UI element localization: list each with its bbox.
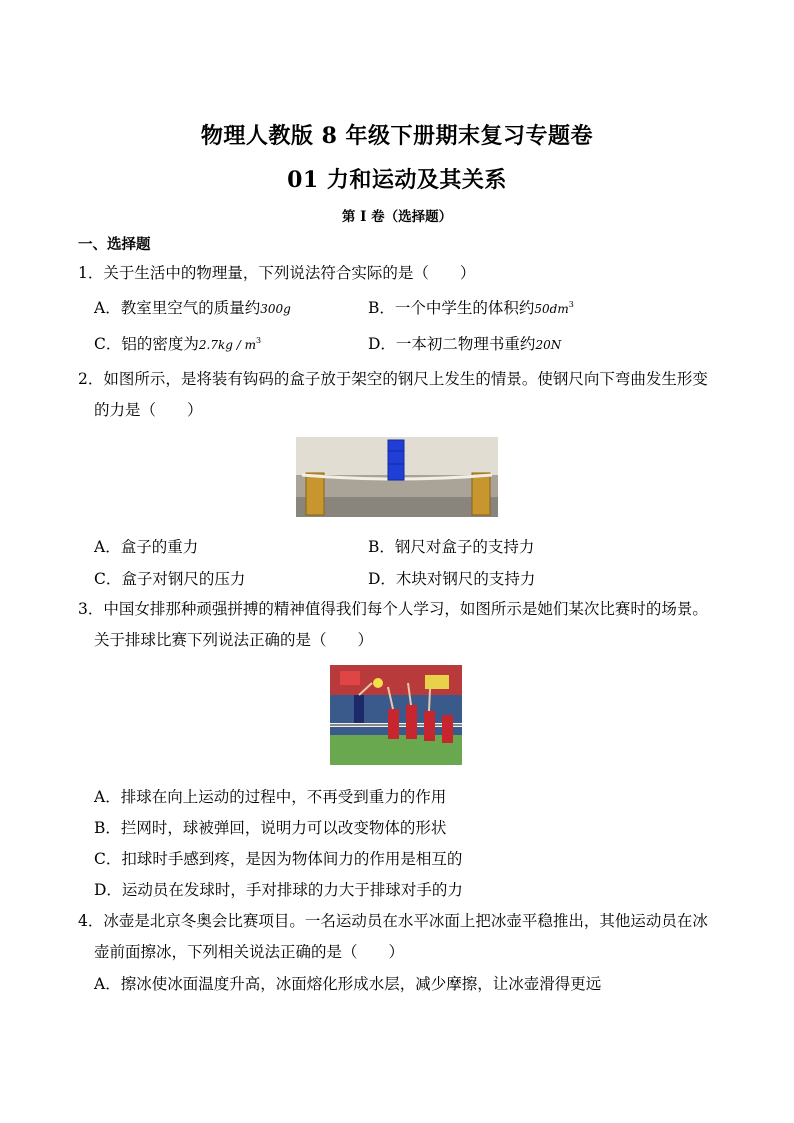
question-1-stem: 1．关于生活中的物理量，下列说法符合实际的是（ ）	[78, 264, 476, 282]
q1-option-b-unit: 50dm	[534, 302, 569, 316]
q1-option-b-sup: 3	[568, 299, 574, 309]
q1-option-d-text: D．一本初二物理书重约	[368, 335, 536, 353]
section-heading: 一、选择题	[78, 236, 151, 253]
question-4-line-2: 壶前面擦冰，下列相关说法正确的是（ ）	[94, 943, 405, 961]
q1-option-a[interactable]	[94, 296, 291, 318]
question-2-line-1: 2．如图所示，是将装有钩码的盒子放于架空的钢尺上发生的情景。使钢尺向下弯曲发生形变	[78, 370, 708, 388]
q3-option-d[interactable]: D．运动员在发球时，手对排球的力大于排球对手的力	[94, 881, 463, 899]
question-4-line-1: 4．冰壶是北京冬奥会比赛项目。一名运动员在水平冰面上把冰壶平稳推出，其他运动员在冰	[78, 912, 708, 930]
q1-option-c-unit: 2.7kg / m	[198, 338, 256, 352]
q2-option-b[interactable]: B．钢尺对盒子的支持力	[368, 538, 535, 556]
q2-option-d[interactable]: D．木块对钢尺的支持力	[368, 570, 536, 588]
q3-option-a[interactable]: A．排球在向上运动的过程中，不再受到重力的作用	[94, 788, 447, 806]
q1-option-b[interactable]	[368, 296, 574, 318]
q2-option-a[interactable]: A．盒子的重力	[94, 538, 199, 556]
q1-option-a-unit: 300g	[260, 302, 291, 316]
ruler-illustration	[296, 437, 498, 517]
q4-option-a[interactable]: A．擦冰使冰面温度升高，冰面熔化形成水层，减少摩擦，让冰壶滑得更远	[94, 975, 602, 993]
ruler-on-blocks-photo	[296, 437, 498, 517]
question-3-line-1: 3．中国女排那种顽强拼搏的精神值得我们每个人学习，如图所示是她们某次比赛时的场景。	[78, 600, 708, 618]
q3-option-b[interactable]: B．拦网时，球被弹回，说明力可以改变物体的形状	[94, 819, 447, 837]
volleyball-illustration	[330, 665, 462, 765]
q1-option-c-sup: 3	[255, 335, 262, 345]
q3-option-c[interactable]: C．扣球时手感到疼，是因为物体间力的作用是相互的	[94, 850, 463, 868]
q1-option-d[interactable]	[368, 332, 561, 354]
q1-option-c-text: C．铝的密度为	[94, 335, 199, 353]
volleyball-match-photo	[330, 665, 462, 765]
part-label: 第 I 卷（选择题）	[341, 209, 453, 225]
question-1	[78, 261, 475, 285]
q1-option-b-text: B．一个中学生的体积约	[368, 299, 535, 317]
exam-title: 物理人教版 8 年级下册期末复习专题卷	[200, 123, 594, 149]
q1-option-a-text: A．教室里空气的质量约	[94, 299, 261, 317]
question-2-line-2: 的力是（ ）	[94, 401, 203, 419]
q1-option-d-unit: 20N	[535, 338, 562, 352]
q1-option-c[interactable]	[94, 332, 261, 354]
question-3-line-2: 关于排球比赛下列说法正确的是（ ）	[94, 631, 374, 649]
q2-option-c[interactable]: C．盒子对钢尺的压力	[94, 570, 246, 588]
exam-subtitle-topic: 01 力和运动及其关系	[287, 167, 507, 193]
